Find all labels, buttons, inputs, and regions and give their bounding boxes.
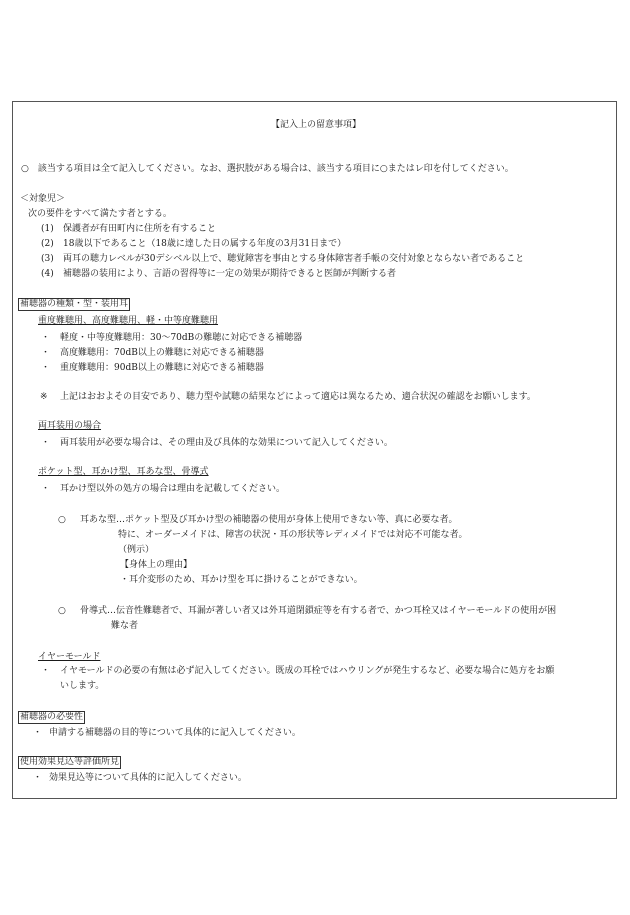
types-bullet-mild: 軽度・中等度難聴用：30～70dBの難聴に対応できる補聴器 [60,333,303,343]
bullet-mark: ・ [41,363,51,373]
binaural-bullet: 両耳装用が必要な場合は、その理由及び具体的な効果について記入してください。 [60,438,393,448]
necessity-bullet: 申請する補聴器の目的等について具体的に記入してください。 [49,728,301,738]
target-item-text: 18歳以下であること（18歳に達した日の属する年度の3月31日まで） [63,239,347,249]
target-item-text: 補聴器の装用により、言語の習得等に一定の効果が期待できると医師が判断する者 [63,269,397,279]
earmold-text: イヤモールドの必要の有無は必ず記入してください。既成の耳栓ではハウリングが発生するなど、必要な場合に処方をお願 [60,666,555,676]
bc-text: 骨導式…伝音性難聴者で、耳漏が著しい者又は外耳道閉鎖症等を有する者で、かつ耳栓又はイヤーモールドの使用が困 [80,606,557,616]
example-label: （例示） [118,545,155,555]
binaural-heading: 両耳装用の場合 [38,421,102,431]
types-subheading: 重度難聴用、高度難聴用、軽・中等度難聴用 [38,316,219,326]
target-item-number: (3) [41,254,54,264]
ite-text-line2: 特に、オーダーメイドは、障害の状況・耳の形状等レディメイドでは対応不可能な者。 [118,530,468,540]
note-mark: ※ [40,392,48,402]
bc-text-line2: 難な者 [111,621,139,631]
ite-text: 耳あな型…ポケット型及び耳かけ型の補聴器の使用が身体上使用できない等、真に必要な者。 [80,515,458,525]
bullet-mark: ・ [33,728,43,738]
bullet-mark: ・ [41,484,51,494]
style-bullet: 耳かけ型以外の処方の場合は理由を記載してください。 [60,484,286,494]
target-item-text: 両耳の聴力レベルが30デシベル以上で、聴覚障害を事由とする身体障害者手帳の交付対象とならない者であること [63,254,525,264]
target-item-number: (2) [41,239,54,249]
effect-heading: 使用効果見込等評価所見 [20,757,120,767]
earmold-text-line2: いします。 [60,681,105,691]
style-heading: ポケット型、耳かけ型、耳あな型、骨導式 [38,467,209,477]
target-item-text: 保護者が有田町内に住所を有すること [63,224,217,234]
page-title: 【記入上の留意事項】 [271,120,362,130]
reason-label: 【身体上の理由】 [120,560,193,570]
bullet-mark: ・ [41,438,51,448]
bc-mark: ○ [58,606,66,616]
earmold-heading: イヤーモールド [38,652,101,662]
notes-frame [12,101,617,799]
target-item-number: (4) [41,269,54,279]
target-lead: 次の要件をすべて満たす者とする。 [28,209,172,219]
bullet-mark: ・ [41,666,51,676]
types-heading: 補聴器の種類・型・装用耳 [20,299,129,309]
necessity-heading: 補聴器の必要性 [20,712,84,722]
intro-note: ○ 該当する項目は全て記入してください。なお、選択肢がある場合は、該当する項目に○またはレ印を付してください。 [21,164,514,174]
bullet-mark: ・ [41,348,51,358]
bullet-mark: ・ [41,333,51,343]
target-heading: ＜対象児＞ [20,194,66,204]
bullet-mark: ・ [33,773,43,783]
ite-mark: ○ [58,515,66,525]
target-item-number: (1) [41,224,54,234]
types-note: 上記はおおよその目安であり、聴力型や試聴の結果などによって適応は異なるため、適合状況の確認をお願いします。 [60,392,536,402]
types-bullet-severe: 高度難聴用：70dB以上の難聴に対応できる補聴器 [60,348,264,358]
effect-bullet: 効果見込等について具体的に記入してください。 [49,773,247,783]
reason-text: ・耳介変形のため、耳かけ型を耳に掛けることができない。 [120,575,363,585]
types-bullet-profound: 重度難聴用：90dB以上の難聴に対応できる補聴器 [60,363,264,373]
